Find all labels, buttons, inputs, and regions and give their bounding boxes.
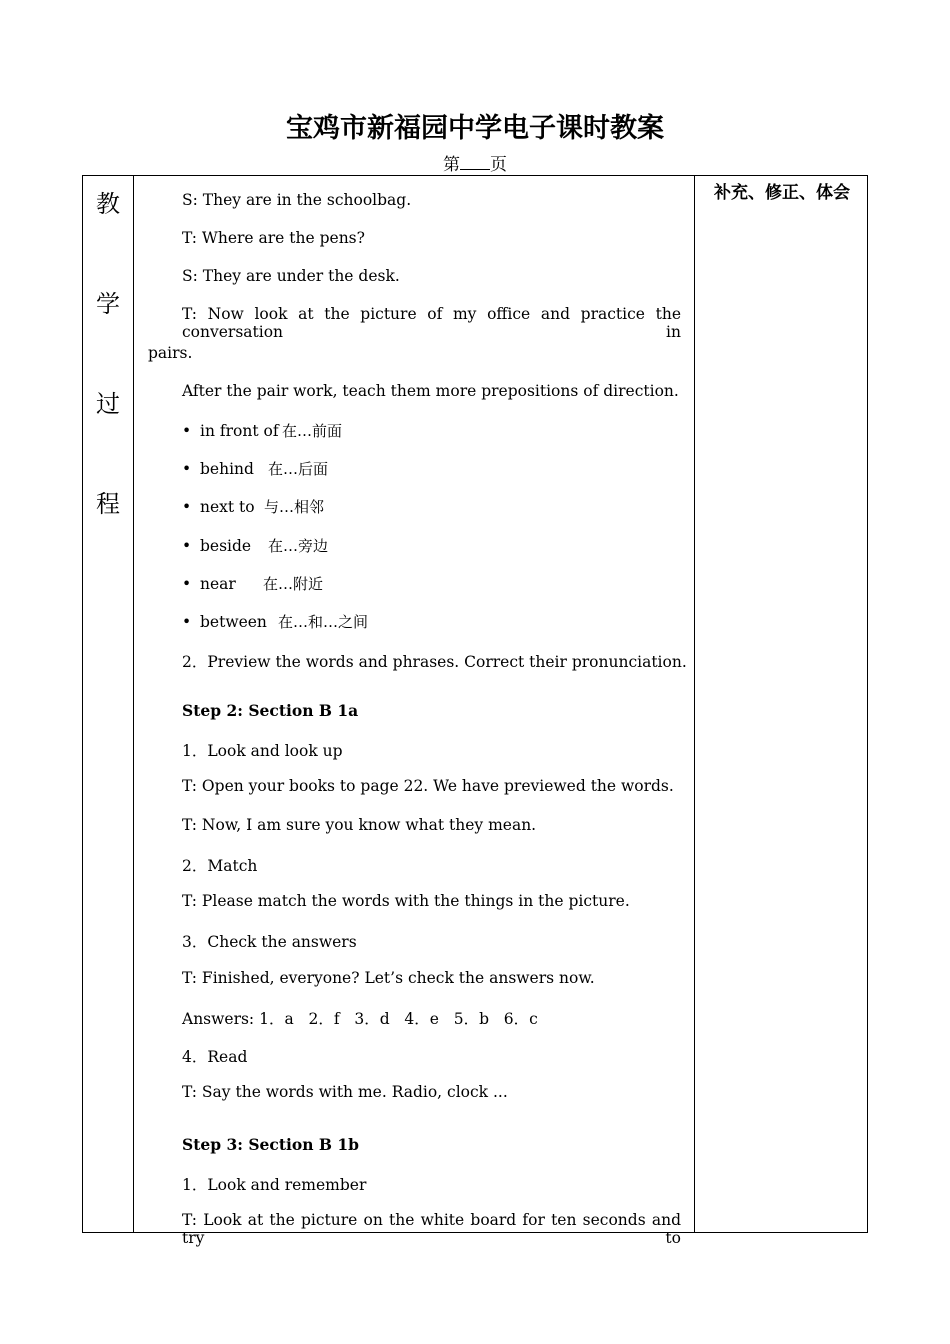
section-label-char: 学 [96,290,120,318]
page-suffix: 页 [490,155,507,175]
text-line: pairs. [148,344,193,362]
text-line: S: They are under the desk. [182,267,400,285]
page-number-blank [460,155,490,170]
page-prefix: 第 [443,155,460,175]
text-line: T: Look at the picture on the white board for ten seconds and try to [182,1211,681,1247]
list-item: • in front of 在…前面 [182,422,343,440]
text-line: T: Now look at the picture of my office and practice the conversation in [182,305,681,341]
text-line: 2．Match [182,857,258,875]
text-line: 3．Check the answers [182,933,357,951]
answers-line: Answers: 1．a 2．f 3．d 4．e 5．b 6．c [182,1010,538,1028]
list-item: • between 在…和…之间 [182,613,369,631]
text-line: T: Please match the words with the things in the picture. [182,892,630,910]
text-line: 1．Look and remember [182,1176,367,1194]
text-line: 4．Read [182,1048,248,1066]
notes-label: 补充、修正、体会 [714,183,850,203]
text-line: 1．Look and look up [182,742,343,760]
section-label-char: 教 [96,190,120,218]
lesson-table [82,175,868,1247]
section-label-char: 程 [96,490,120,518]
text-line: T: Where are the pens? [182,229,365,247]
notes-column [694,176,868,1232]
text-line: After the pair work, teach them more prepositions of direction. [182,382,679,400]
step-heading: Step 2: Section B 1a [182,701,359,720]
page-number [0,150,950,175]
text-line: T: Say the words with me. Radio, clock ... [182,1083,508,1101]
text-line: T: Now, I am sure you know what they mean. [182,816,537,834]
text-line: T: Finished, everyone? Let’s check the answers now. [182,969,595,987]
text-line: T: Open your books to page 22. We have previewed the words. [182,777,674,795]
list-item: • behind 在…后面 [182,460,329,478]
page-title: 宝鸡市新福园中学电子课时教案 [286,113,664,144]
list-item: • next to 与…相邻 [182,498,325,516]
list-item: • near 在…附近 [182,575,324,593]
list-item: • beside 在…旁边 [182,537,329,555]
section-label-char: 过 [96,390,120,418]
step-heading: Step 3: Section B 1b [182,1135,360,1154]
section-label-column [83,176,134,1232]
text-line: 2．Preview the words and phrases. Correct their pronunciation. [182,653,687,671]
text-line: S: They are in the schoolbag. [182,191,412,209]
